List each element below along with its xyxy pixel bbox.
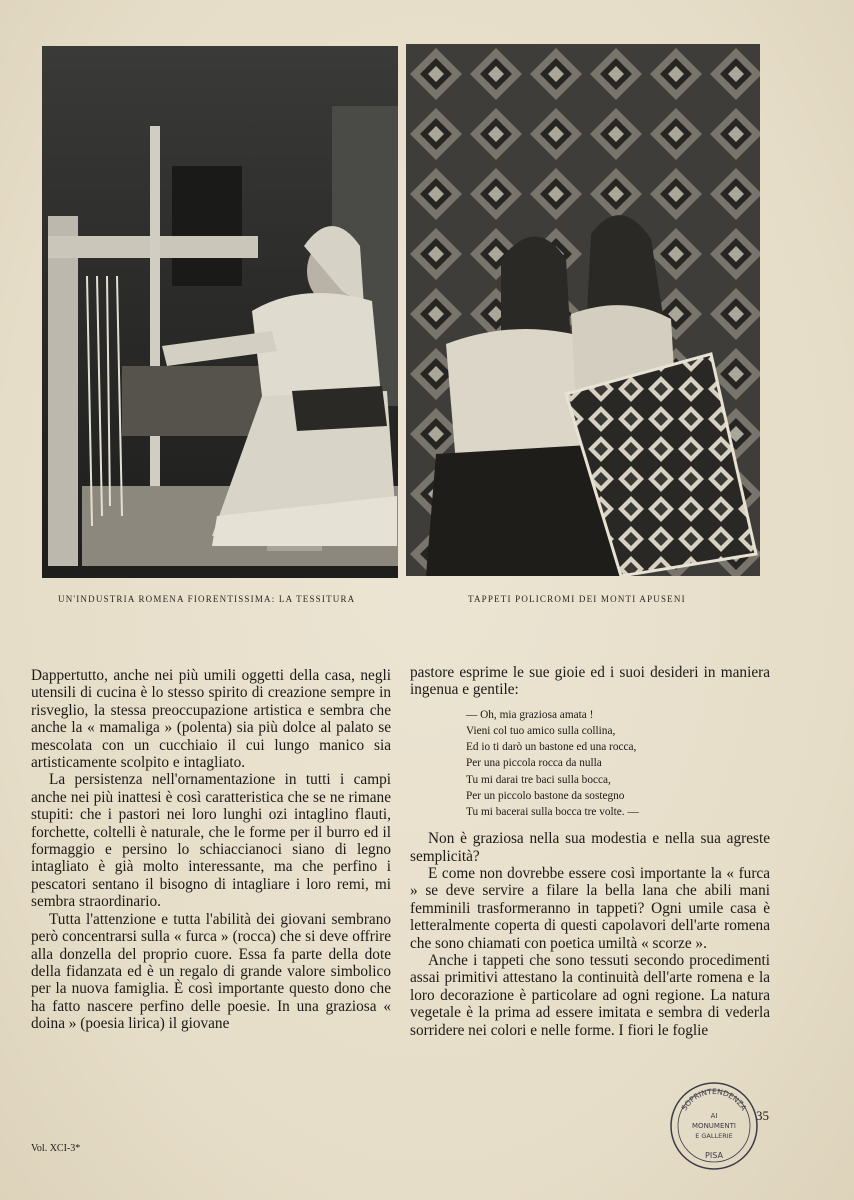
stamp-text-mid2: MONUMENTI [692, 1122, 736, 1130]
poem [466, 707, 770, 820]
poem-line: Tu mi darai tre baci sulla bocca, [466, 773, 611, 786]
photo-weaving-loom [42, 46, 398, 578]
article-column-left [31, 667, 391, 1033]
poem-line: Vieni col tuo amico sulla collina, [466, 725, 616, 738]
paragraph: La persistenza nell'ornamentazione in tutti i campi anche nei più inattesi è così caratteristica che se ne rimane stupiti: che i pastori nei loro lunghi ozi intaglino flauti, forchette, coltelli è naturale, che le forme per il burro ed il formaggio e persino lo schiaccianoci siano di legno intagliato è già molto interessante, ma che perfino i pescatori sentano il bisogno di intagliare i loro remi, mi sembra straordinario. [31, 771, 391, 911]
poem-line: Per una piccola rocca da nulla [466, 757, 602, 770]
poem-line: Ed io ti darò un bastone ed una rocca, [466, 741, 637, 754]
paragraph: Tutta l'attenzione e tutta l'abilità dei giovani sembrano però concentrarsi sulla « furca » (rocca) che si deve offrire alla donzella del proprio cuore. Essa fa parte della dote della fidanzata ed è un regalo di grande valore simbolico per la nuova famiglia. È così importante questo dono che ha fatto nascere perfino delle poesie. In una graziosa « doina » (poesia lirica) il giovane [31, 910, 391, 1033]
poem-line: Per un piccolo bastone da sostegno [466, 789, 625, 802]
paragraph: E come non dovrebbe essere così importante la « furca » se deve servire a filare la bella lana che abili mani femminili trasformeranno in tappeti? Ogni umile casa è letteralmente coperta di questi capolavori dell'arte romena che sono chiamati con poetica umiltà « scorze ». [410, 865, 770, 952]
library-stamp [668, 1080, 760, 1172]
photo-carpets [406, 44, 760, 576]
article-column-right [410, 664, 770, 1039]
caption-weaving: UN'INDUSTRIA ROMENA FIORENTISSIMA: LA TESSITURA [58, 594, 356, 604]
caption-carpets: TAPPETI POLICROMI DEI MONTI APUSENI [468, 594, 686, 604]
paragraph: pastore esprime le sue gioie ed i suoi desideri in maniera ingenua e gentile: [410, 664, 770, 699]
stamp-text-mid3: E GALLERIE [695, 1132, 733, 1140]
stamp-text-mid1: AI [710, 1112, 718, 1120]
poem-line: — Oh, mia graziosa amata ! [466, 708, 594, 721]
stamp-text-top: SOPRINTENDENZA [679, 1086, 749, 1113]
paragraph: Dappertutto, anche nei più umili oggetti della casa, negli utensili di cucina è lo stesso spirito di creazione sempre in risveglio, la stessa preoccupazione artistica e sembra che anche la « mamaliga » (polenta) sia più dolce al palato se mescolata con un cucchiaio il cui lungo manico sia artisticamente scolpito e intagliato. [31, 667, 391, 772]
stamp-text-bottom: PISA [705, 1151, 723, 1160]
volume-label: Vol. XCI-3* [31, 1143, 81, 1154]
paragraph: Non è graziosa nella sua modestia e nella sua agreste semplicità? [410, 830, 770, 865]
paragraph: Anche i tappeti che sono tessuti secondo procedimenti assai primitivi attestano la continuità dell'arte romena e la loro decorazione è particolare ad ogni regione. La natura vegetale è la prima ad essere imitata e sembra di vederla sorridere nei colori e nelle forme. I fiori le foglie [410, 952, 770, 1039]
poem-line: Tu mi bacerai sulla bocca tre volte. — [466, 806, 639, 819]
page-number: 35 [756, 1108, 769, 1123]
